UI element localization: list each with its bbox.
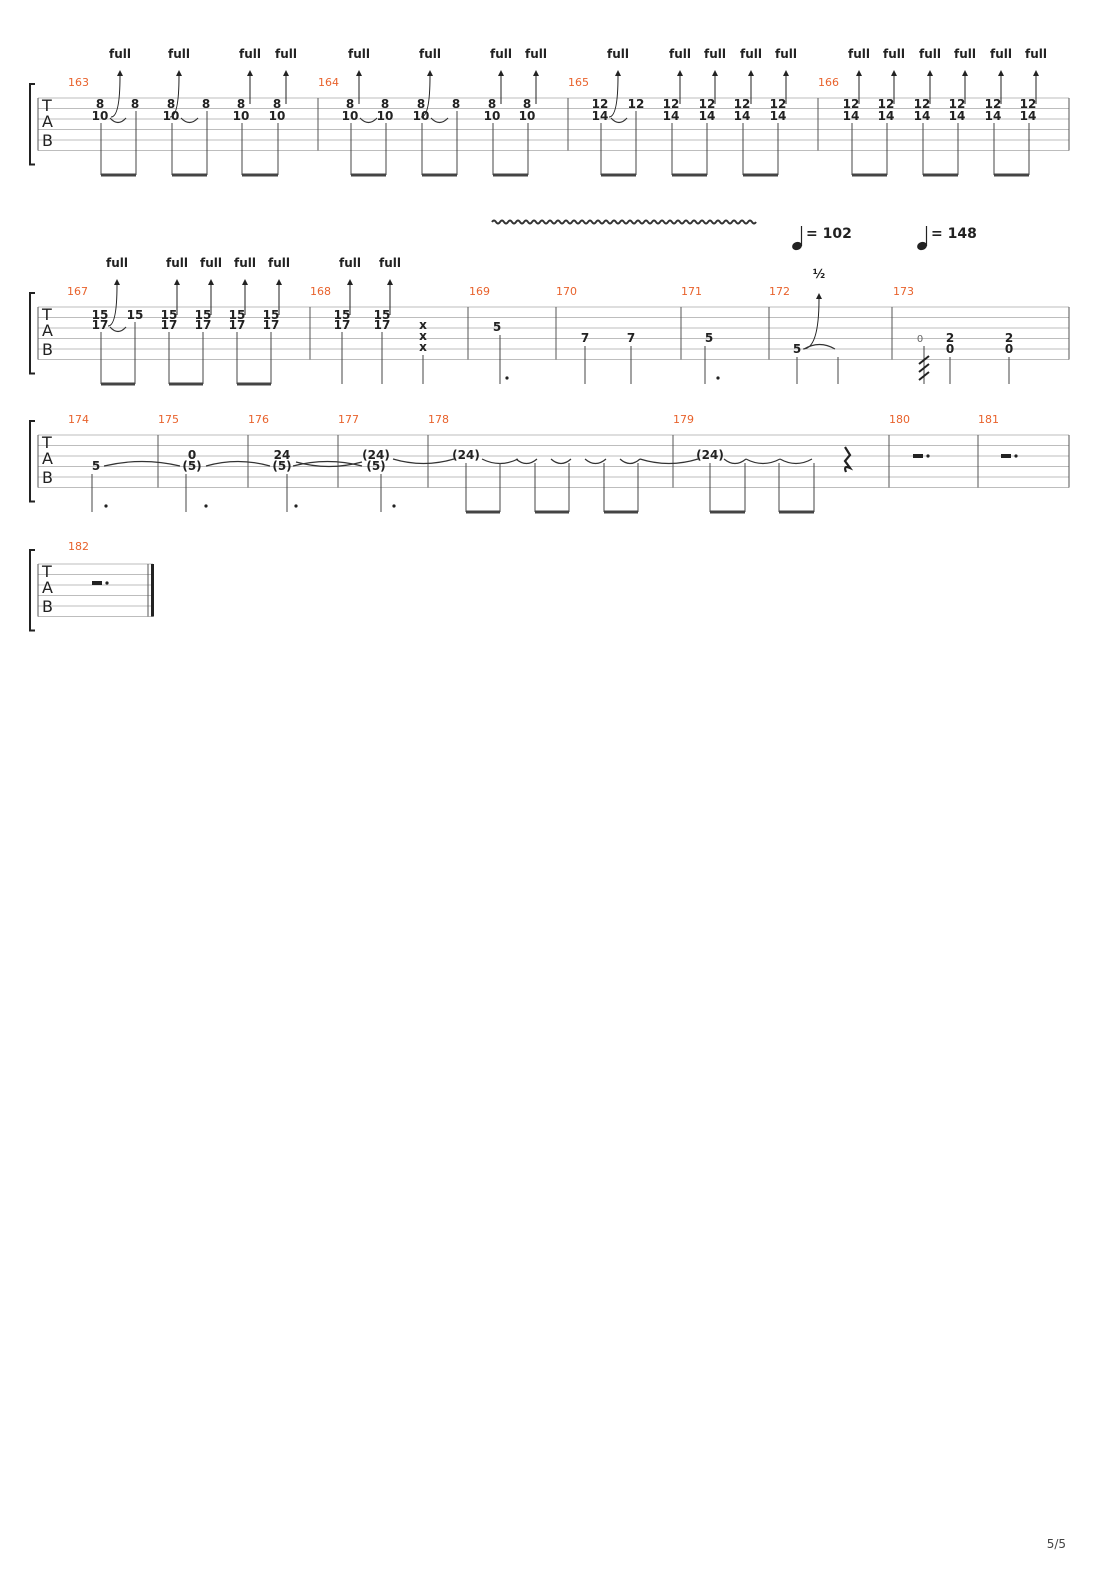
- bend-arrowhead: [1033, 70, 1039, 76]
- tab-letter-a: A: [42, 449, 53, 468]
- fret-number: 14: [984, 109, 1002, 123]
- fret-number: 0: [1004, 342, 1014, 356]
- duration-dot: [392, 504, 395, 507]
- fret-number: 5: [792, 342, 802, 356]
- bend-label: ½: [812, 267, 826, 281]
- fret-number: 10: [232, 109, 250, 123]
- tie: [780, 459, 812, 464]
- system-bracket: [30, 293, 35, 374]
- fret-number: 15: [262, 308, 280, 322]
- beam: [710, 511, 745, 514]
- fret-number: 10: [268, 109, 286, 123]
- fret-number: 2: [1004, 331, 1014, 345]
- bend-arrowhead: [176, 70, 182, 76]
- fret-number: (5): [182, 459, 202, 473]
- fret-number: 14: [948, 109, 966, 123]
- fret-number: 10: [376, 109, 394, 123]
- measure-number: 176: [248, 413, 269, 426]
- bend-label: full: [339, 256, 361, 270]
- beam: [101, 174, 136, 177]
- fret-number: 15: [333, 308, 351, 322]
- bend-arrowhead: [356, 70, 362, 76]
- system-bracket: [30, 421, 35, 502]
- bend-arrowhead: [677, 70, 683, 76]
- fret-number: 5: [492, 320, 502, 334]
- beam: [779, 511, 814, 514]
- tab-letter-t: T: [42, 96, 52, 115]
- tie: [585, 459, 606, 464]
- tie: [620, 459, 640, 464]
- tab-letter-a: A: [42, 112, 53, 131]
- bend-label: full: [740, 47, 762, 61]
- duration-dot: [204, 504, 207, 507]
- measure-number: 167: [67, 285, 88, 298]
- fret-number: 12: [913, 97, 931, 111]
- tie: [393, 459, 454, 464]
- fret-number: 12: [662, 97, 680, 111]
- bend-arrowhead: [498, 70, 504, 76]
- fret-number: 14: [662, 109, 680, 123]
- duration-dot: [505, 376, 508, 379]
- bend-arrowhead: [927, 70, 933, 76]
- measure-number: 178: [428, 413, 449, 426]
- fret-number: 17: [228, 318, 246, 332]
- measure-number: 173: [893, 285, 914, 298]
- fret-number: 8: [236, 97, 246, 111]
- fret-number: (5): [366, 459, 386, 473]
- beam: [604, 511, 638, 514]
- ghost-fret-number: 0: [916, 334, 924, 345]
- vibrato-bar: [492, 221, 756, 224]
- bend-label: full: [166, 256, 188, 270]
- dotted-half-rest: [1001, 454, 1011, 458]
- duration-dot: [105, 581, 108, 584]
- bend-arrowhead: [387, 279, 393, 285]
- fret-number: 8: [451, 97, 461, 111]
- fret-number: 15: [160, 308, 178, 322]
- tab-letter-t: T: [42, 305, 52, 324]
- fret-number: 8: [416, 97, 426, 111]
- bend-label: full: [234, 256, 256, 270]
- fret-number: 10: [412, 109, 430, 123]
- tab-letter-b: B: [42, 597, 53, 616]
- final-barline-thick: [151, 564, 154, 617]
- fret-number: 14: [913, 109, 931, 123]
- fret-number: 2: [945, 331, 955, 345]
- beam: [422, 174, 457, 177]
- tab-letter-b: B: [42, 131, 53, 150]
- bend-label: full: [525, 47, 547, 61]
- measure-number: 171: [681, 285, 702, 298]
- measure-number: 181: [978, 413, 999, 426]
- bend-label: full: [490, 47, 512, 61]
- fret-number: 17: [373, 318, 391, 332]
- bend-label: full: [848, 47, 870, 61]
- beam: [852, 174, 887, 177]
- bend-label: full: [109, 47, 131, 61]
- measure-number: 175: [158, 413, 179, 426]
- tab-letter-a: A: [42, 321, 53, 340]
- duration-dot: [294, 504, 297, 507]
- fret-number: 14: [591, 109, 609, 123]
- dotted-half-rest: [913, 454, 923, 458]
- fret-number: 0: [945, 342, 955, 356]
- bend-label: full: [954, 47, 976, 61]
- bend-arrowhead: [174, 279, 180, 285]
- beam: [101, 383, 135, 386]
- fret-number: 10: [483, 109, 501, 123]
- fret-number: 12: [948, 97, 966, 111]
- bend-arrowhead: [276, 279, 282, 285]
- fret-number: (5): [272, 459, 292, 473]
- tie: [206, 462, 270, 467]
- tab-letter-b: B: [42, 340, 53, 359]
- tie: [804, 345, 835, 350]
- fret-number: 12: [698, 97, 716, 111]
- fret-number: 15: [91, 308, 109, 322]
- beam: [743, 174, 778, 177]
- fret-number: 14: [842, 109, 860, 123]
- bend-label: full: [607, 47, 629, 61]
- fret-number: 12: [769, 97, 787, 111]
- fret-number: 7: [580, 331, 590, 345]
- fret-number: 17: [333, 318, 351, 332]
- measure-number: 174: [68, 413, 89, 426]
- fret-number: 15: [373, 308, 391, 322]
- fret-number: 15: [126, 308, 144, 322]
- bend-arrowhead: [247, 70, 253, 76]
- measure-number: 177: [338, 413, 359, 426]
- fret-number: 10: [341, 109, 359, 123]
- bend-arrowhead: [117, 70, 123, 76]
- beam: [923, 174, 958, 177]
- fret-number: 24: [273, 448, 291, 462]
- duration-dot: [926, 454, 929, 457]
- beam: [242, 174, 278, 177]
- bend-label: full: [239, 47, 261, 61]
- bend-arrowhead: [347, 279, 353, 285]
- bend-curve: [108, 285, 117, 326]
- beam: [672, 174, 707, 177]
- measure-number: 180: [889, 413, 910, 426]
- fret-number: 17: [91, 318, 109, 332]
- tie: [640, 459, 698, 464]
- bend-label: full: [419, 47, 441, 61]
- measure-number: 170: [556, 285, 577, 298]
- fret-number: 8: [272, 97, 282, 111]
- fret-number: 7: [626, 331, 636, 345]
- bend-arrowhead: [283, 70, 289, 76]
- fret-number: 14: [1019, 109, 1037, 123]
- tie: [746, 459, 780, 464]
- measure-number: 168: [310, 285, 331, 298]
- bend-label: full: [106, 256, 128, 270]
- measure-number: 164: [318, 76, 339, 89]
- bend-curve: [609, 76, 618, 117]
- beam: [535, 511, 569, 514]
- tab-letter-a: A: [42, 578, 53, 597]
- measure-number: 165: [568, 76, 589, 89]
- bend-curve: [111, 76, 120, 117]
- bend-label: full: [379, 256, 401, 270]
- tie: [551, 459, 571, 464]
- fret-number: 14: [769, 109, 787, 123]
- fret-number: 0: [187, 448, 197, 462]
- fret-number: 15: [228, 308, 246, 322]
- fret-number: 8: [522, 97, 532, 111]
- tie: [104, 462, 180, 467]
- beam: [493, 174, 528, 177]
- tab-letter-b: B: [42, 468, 53, 487]
- page-number: 5/5: [1046, 1537, 1066, 1551]
- beam: [237, 383, 271, 386]
- fret-number: 8: [487, 97, 497, 111]
- measure-number: 163: [68, 76, 89, 89]
- fret-number: x: [419, 329, 427, 343]
- bend-arrowhead: [615, 70, 621, 76]
- bend-label: full: [200, 256, 222, 270]
- bend-label: full: [990, 47, 1012, 61]
- bend-label: full: [268, 256, 290, 270]
- fret-number: 17: [262, 318, 280, 332]
- bend-label: full: [775, 47, 797, 61]
- fret-number: 5: [704, 331, 714, 345]
- fret-number: (24): [696, 448, 724, 462]
- measure-number: 169: [469, 285, 490, 298]
- fret-number: 8: [345, 97, 355, 111]
- bend-label: full: [1025, 47, 1047, 61]
- system-bracket: [30, 550, 35, 631]
- bend-arrowhead: [533, 70, 539, 76]
- fret-number: 14: [733, 109, 751, 123]
- fret-number: x: [419, 318, 427, 332]
- fret-number: 8: [130, 97, 140, 111]
- fret-number: x: [419, 340, 427, 354]
- fret-number: (24): [362, 448, 390, 462]
- fret-number: 14: [698, 109, 716, 123]
- measure-number: 166: [818, 76, 839, 89]
- fret-number: 5: [91, 459, 101, 473]
- duration-dot: [1014, 454, 1017, 457]
- tab-letter-t: T: [42, 562, 52, 581]
- duration-dot: [104, 504, 107, 507]
- fret-number: 12: [1019, 97, 1037, 111]
- fret-number: 12: [733, 97, 751, 111]
- bend-arrowhead: [242, 279, 248, 285]
- bend-arrowhead: [998, 70, 1004, 76]
- beam: [351, 174, 386, 177]
- bend-label: full: [669, 47, 691, 61]
- bend-arrowhead: [783, 70, 789, 76]
- fret-number: (24): [452, 448, 480, 462]
- fret-number: 15: [194, 308, 212, 322]
- bend-label: full: [883, 47, 905, 61]
- bend-arrowhead: [712, 70, 718, 76]
- fret-number: 8: [201, 97, 211, 111]
- bend-label: full: [348, 47, 370, 61]
- fret-number: 14: [877, 109, 895, 123]
- beam: [994, 174, 1029, 177]
- measure-number: 172: [769, 285, 790, 298]
- tab-letter-t: T: [42, 433, 52, 452]
- bend-arrowhead: [891, 70, 897, 76]
- bend-arrowhead: [962, 70, 968, 76]
- bend-arrowhead: [208, 279, 214, 285]
- fret-number: 8: [95, 97, 105, 111]
- bend-arrowhead: [816, 293, 822, 299]
- bend-label: full: [275, 47, 297, 61]
- bend-arrowhead: [427, 70, 433, 76]
- beam: [466, 511, 500, 514]
- dotted-half-rest: [92, 581, 102, 585]
- fret-number: 8: [166, 97, 176, 111]
- measure-number: 179: [673, 413, 694, 426]
- tie: [482, 459, 518, 464]
- tempo-mark: = 148: [931, 226, 977, 242]
- tempo-mark: = 102: [806, 226, 852, 242]
- bend-arrowhead: [748, 70, 754, 76]
- tie: [516, 459, 537, 464]
- fret-number: 12: [627, 97, 645, 111]
- fret-number: 12: [842, 97, 860, 111]
- bend-arrowhead: [114, 279, 120, 285]
- fret-number: 12: [984, 97, 1002, 111]
- bend-label: full: [168, 47, 190, 61]
- bend-label: full: [704, 47, 726, 61]
- fret-number: 8: [380, 97, 390, 111]
- fret-number: 10: [518, 109, 536, 123]
- bend-label: full: [919, 47, 941, 61]
- tie: [724, 459, 746, 464]
- fret-number: 10: [91, 109, 109, 123]
- duration-dot: [716, 376, 719, 379]
- beam: [169, 383, 203, 386]
- fret-number: 17: [194, 318, 212, 332]
- bend-arrowhead: [856, 70, 862, 76]
- system-bracket: [30, 84, 35, 165]
- fret-number: 12: [591, 97, 609, 111]
- beam: [172, 174, 207, 177]
- measure-number: 182: [68, 540, 89, 553]
- beam: [601, 174, 636, 177]
- quarter-rest: [845, 447, 850, 472]
- fret-number: 10: [162, 109, 180, 123]
- fret-number: 17: [160, 318, 178, 332]
- fret-number: 12: [877, 97, 895, 111]
